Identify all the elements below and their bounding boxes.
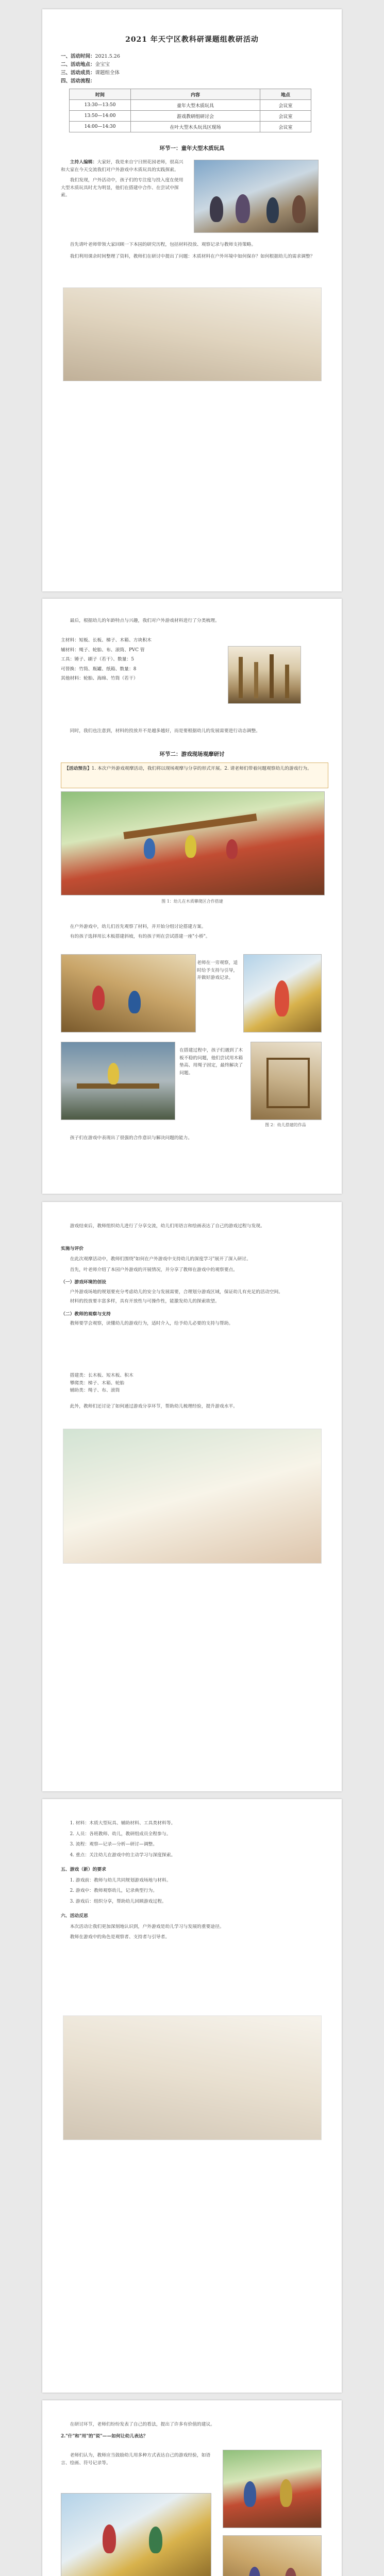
schedule-header-row [70, 89, 311, 100]
schedule-cell: 14:00—14:30 [70, 122, 131, 132]
materials-photo [228, 646, 301, 704]
subheading: （一）游戏环境的创设 [61, 1280, 106, 1285]
paragraph: 在户外游戏中，幼儿们首先观察了材料，并开始分组讨论搭建方案。 [70, 924, 206, 929]
schedule-row [70, 122, 311, 132]
document-page-4 [42, 1799, 342, 2393]
section5-intro [61, 2421, 323, 2440]
section3-intro [61, 1223, 323, 1230]
paragraph: 本次活动让我们更加深刻地认识到，户外游戏是幼儿学习与发展的重要途径。 [70, 1924, 224, 1929]
paragraph: 有的孩子选择用长木板搭建斜坡，有的孩子则在尝试搭建一座"小桥"。 [70, 934, 210, 939]
place-value: 金宝宝 [95, 62, 110, 67]
paragraph: 在研讨环节，老师们纷纷发表了自己的看法，提出了许多有价值的建议。 [70, 2422, 215, 2427]
paragraph: 在搭建过程中，孩子们遇到了木板不稳的问题，他们尝试用木箱垫高、用绳子固定，最终解决了问题。 [179, 1048, 243, 1076]
info-flow [61, 77, 95, 85]
subheading: 2."什"和"用"的"说"——如何让幼儿表达？ [61, 2433, 148, 2439]
info-time [61, 53, 120, 60]
schedule-cell: 在叶大型木头玩具区现场 [131, 122, 260, 132]
faded-photo [63, 287, 322, 381]
side-text-2 [179, 1047, 246, 1077]
paragraph: 最后，根据幼儿的年龄特点与兴趣，我们对户外游戏材料进行了分类梳理。 [70, 618, 220, 623]
subheading: 五、游戏（新）的要求 [61, 1867, 106, 1872]
time-value: 2021.5.26 [95, 54, 120, 59]
schedule-header-cell: 时间 [70, 89, 131, 100]
paragraph: 游戏结束后，教师组织幼儿进行了分享交流，幼儿们用语言和绘画表达了自己的游戏过程与发现。 [70, 1224, 265, 1229]
section3-body [61, 1256, 323, 1328]
paragraph: 4. 重点：关注幼儿在游戏中的主动学习与深度探索。 [70, 1852, 176, 1858]
section3-items [61, 1372, 323, 1395]
list-item: 辅助类：绳子、布、滚筒 [70, 1388, 120, 1393]
schedule-cell: 会议室 [260, 122, 311, 132]
list-item: 辅材料：绳子、轮胎、布、滚筒、PVC 管 [61, 647, 145, 653]
subheading: 六、活动反思 [61, 1913, 88, 1919]
paragraph: 2. 人员：各班教师、幼儿，教研组成员全程参与。 [70, 1831, 171, 1837]
group-photo [223, 2535, 322, 2576]
section2-heading: 环节二：游戏现场观摩研讨 [159, 751, 225, 757]
paragraph: 户外游戏场地的规划要充分考虑幼儿的安全与发展需要，合理划分游戏区域，保证幼儿有充足的活动空间。 [70, 1289, 283, 1295]
schedule-header-cell: 内容 [131, 89, 260, 100]
paragraph: 孩子们在游戏中表现出了很强的合作意识与解决问题的能力。 [70, 1136, 193, 1141]
child-photo [243, 954, 322, 1032]
paragraph: 首先请叶老师带领大家回顾一下本园的研究历程，包括材料投放、观察记录与教师支持策略。 [70, 242, 256, 247]
figure-caption: 图 2：幼儿搭建的作品 [265, 1123, 306, 1127]
paragraph: 3. 游戏后：组织分享，帮助幼儿回顾游戏过程。 [70, 1899, 166, 1904]
notice-text: 【活动预告】1. 本次户外游戏观摩活动，我们将以现场观摩与分享的形式开展。2. 请老师们带着问题观察幼儿的游戏行为。 [64, 766, 312, 771]
section1-heading: 环节一：童年大型木质玩具 [159, 145, 225, 151]
paragraph: 教师在游戏中的角色是观察者、支持者与引导者。 [70, 1935, 170, 1940]
place-label: 二、活动地点： [61, 62, 95, 67]
paragraph: 教师要学会观察，读懂幼儿的游戏行为，适时介入，给予幼儿必要的支持与帮助。 [70, 1321, 233, 1326]
paragraph: 此外，教师们还讨论了如何通过游戏分享环节，帮助幼儿梳理经验，提升游戏水平。 [70, 1404, 238, 1409]
schedule-row [70, 111, 311, 122]
section3-heading [61, 1245, 323, 1253]
paragraph: 材料的投放要丰富多样，具有开放性与可操作性，能激发幼儿的探索欲望。 [70, 1299, 220, 1304]
document-title: 2021 年天宁区教科研课题组教研活动 [125, 36, 259, 44]
info-place [61, 61, 110, 69]
structure-photo [251, 1042, 322, 1120]
figure-caption: 图 1：幼儿在木质攀爬区合作搭建 [161, 899, 223, 904]
section2-intro [61, 617, 323, 625]
subheading: （二）教师的观察与支持 [61, 1311, 111, 1317]
time-label: 一、活动时间： [61, 54, 95, 59]
paragraph: 同时，我们也注意到，材料的投放并不是越多越好，而是要根据幼儿的发展需要进行动态调整。 [70, 728, 261, 734]
section1-text-block [61, 159, 185, 199]
section1-text-block-2 [61, 241, 323, 260]
section3-closing [61, 1403, 323, 1411]
schedule-cell: 会议室 [260, 111, 311, 122]
paragraph: 我们利用课余时间整理了资料，教师们在研讨中提出了问题：木质材料在户外环境中如何保存？如何根据幼儿的需求调整？ [70, 253, 315, 259]
play-photo [61, 2493, 211, 2576]
section2-closing [61, 1134, 323, 1142]
list-item: 可替换：竹筒、瓶罐、纸箱、数量：8 [61, 666, 137, 672]
paragraph: 1. 游戏前：教师与幼儿共同规划游戏场地与材料。 [70, 1877, 171, 1883]
list-item: 其他材料：轮胎、海绵、竹筒（若干） [61, 676, 138, 681]
side-text [197, 959, 241, 982]
document-page-1 [42, 9, 342, 591]
paragraph: 3. 流程：观察—记录—分析—研讨—调整。 [70, 1842, 158, 1847]
document-page-3 [42, 1202, 342, 1791]
schedule-header-cell: 地点 [260, 89, 311, 100]
people-label: 三、活动成员： [61, 70, 95, 76]
document-page-2 [42, 599, 342, 1194]
info-people [61, 69, 120, 77]
faded-photo [63, 2015, 322, 2140]
subheading: 实施与评价 [61, 1246, 84, 1251]
paragraph: 主持人编辑：大家好，我是来自宁日照花园老师，很高兴和大家在今天交流我们对户外游戏中木质玩具的实践探索。 [61, 160, 183, 173]
schedule-cell: 游戏教研组研讨会 [131, 111, 260, 122]
notice-box [61, 762, 328, 788]
section4-body [61, 1820, 323, 1941]
paragraph: 老师们认为，教师应当鼓励幼儿用多种方式表达自己的游戏经验，如语言、绘画、符号记录等。 [61, 2453, 211, 2466]
schedule-cell: 13:50—14:00 [70, 111, 131, 122]
paragraph: 老师在一旁观察，适时给予支持与引导，并做好游戏记录。 [197, 960, 238, 980]
paragraph: 首先，叶老师介绍了本园户外游戏的开展情况，并分享了教师在游戏中的观察要点。 [70, 1267, 238, 1273]
paragraph: 2. 游戏中：教师观察幼儿，记录典型行为。 [70, 1888, 158, 1893]
list-item: 搭建类：长木板、短木板、积木 [70, 1373, 133, 1378]
host-label: 主持人编辑： [70, 160, 97, 165]
people-value: 课题组全体 [95, 70, 120, 76]
paragraph: 我们发现，户外活动中，孩子们的专注度与投入度在使用大型木质玩具时尤为明显，他们在搭建中合作、在尝试中探索。 [61, 178, 183, 198]
bridge-photo [61, 1042, 175, 1120]
list-item: 主材料：短板、长板、梯子、木箱、方块积木 [61, 638, 152, 643]
material-list [61, 637, 205, 685]
flow-label: 四、活动流程： [61, 78, 95, 84]
schedule-row [70, 100, 311, 111]
meeting-photo [194, 160, 319, 233]
section5-body [61, 2452, 215, 2467]
schedule-cell: 会议室 [260, 100, 311, 111]
list-item: 工具：锤子、刷子（若干）、数量：5 [61, 657, 134, 662]
sharing-photo [223, 2450, 322, 2528]
outdoor-play-photo [61, 791, 325, 895]
paragraph: 1. 材料：木质大型玩具、辅助材料、工具类材料等。 [70, 1821, 176, 1826]
faded-photo [63, 1429, 322, 1564]
schedule-cell: 13:30—13:50 [70, 100, 131, 111]
list-item: 攀爬类：梯子、木箱、轮胎 [70, 1380, 125, 1386]
paragraph: 在此次观摩活动中，教师们围绕"如何在户外游戏中支持幼儿的深度学习"展开了深入研讨。 [70, 1257, 251, 1262]
building-photo [61, 954, 196, 1032]
document-page-5 [42, 2400, 342, 2576]
section2-body [61, 923, 323, 940]
schedule-cell: 童年大型木质玩具 [131, 100, 260, 111]
section2-summary [61, 727, 323, 735]
schedule-table [69, 89, 311, 132]
